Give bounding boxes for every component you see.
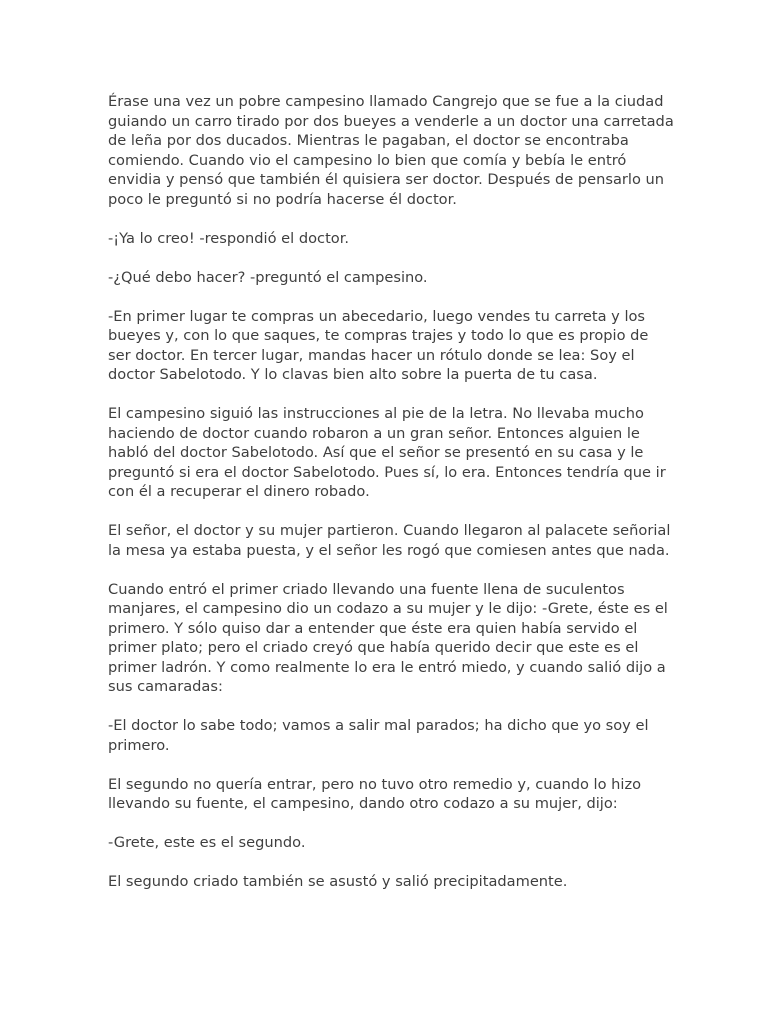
paragraph: El campesino siguió las instrucciones al pie de la letra. No llevaba mucho haciendo de doctor cuando robaron a un gran señor. Entonces alguien le habló del doctor Sabelotodo. Así que el señor se presentó en su casa y le preguntó si era el doctor Sabelotodo. Pues sí, lo era. Entonces tendría que ir con él a recuperar el dinero robado. [108, 405, 666, 500]
paragraph: -En primer lugar te compras un abecedario, luego vendes tu carreta y los bueyes y, con lo que saques, te compras trajes y todo lo que es propio de ser doctor. En tercer lugar, mandas hacer un rótulo donde se lea: Soy el doctor Sabelotodo. Y lo clavas bien alto sobre la puerta de tu casa. [108, 307, 649, 383]
paragraph: Cuando entró el primer criado llevando una fuente llena de suculentos manjares, el campesino dio un codazo a su mujer y le dijo: -Grete, éste es el primero. Y sólo quiso dar a entender que éste era quien había servido el primer plato; pero el criado creyó que había querido decir que este es el primer ladrón. Y como realmente lo era le entró miedo, y cuando salió dijo a sus camaradas: [108, 580, 668, 695]
paragraph: El señor, el doctor y su mujer partieron. Cuando llegaron al palacete señorial la mesa ya estaba puesta, y el señor les rogó que comiesen antes que nada. [108, 522, 671, 559]
paragraph: -¡Ya lo creo! -respondió el doctor. [108, 229, 350, 247]
paragraph: -El doctor lo sabe todo; vamos a salir mal parados; ha dicho que yo soy el primero. [108, 717, 649, 754]
paragraph: Érase una vez un pobre campesino llamado Cangrejo que se fue a la ciudad guiando un carro tirado por dos bueyes a venderle a un doctor una carretada de leña por dos ducados. Mientras le pagaban, el doctor se encontraba comiendo. Cuando vio el campesino lo bien que comía y bebía le entró envidia y pensó que también él quisiera ser doctor. Después de pensarlo un poco le preguntó si no podría hacerse él doctor. [108, 93, 674, 208]
paragraph: El segundo no quería entrar, pero no tuvo otro remedio y, cuando lo hizo llevando su fuente, el campesino, dando otro codazo a su mujer, dijo: [108, 775, 642, 812]
story-text [108, 92, 674, 911]
paragraph: El segundo criado también se asustó y salió precipitadamente. [108, 873, 568, 890]
paragraph: -¿Qué debo hacer? -preguntó el campesino. [108, 268, 428, 286]
paragraph: -Grete, este es el segundo. [108, 834, 306, 851]
